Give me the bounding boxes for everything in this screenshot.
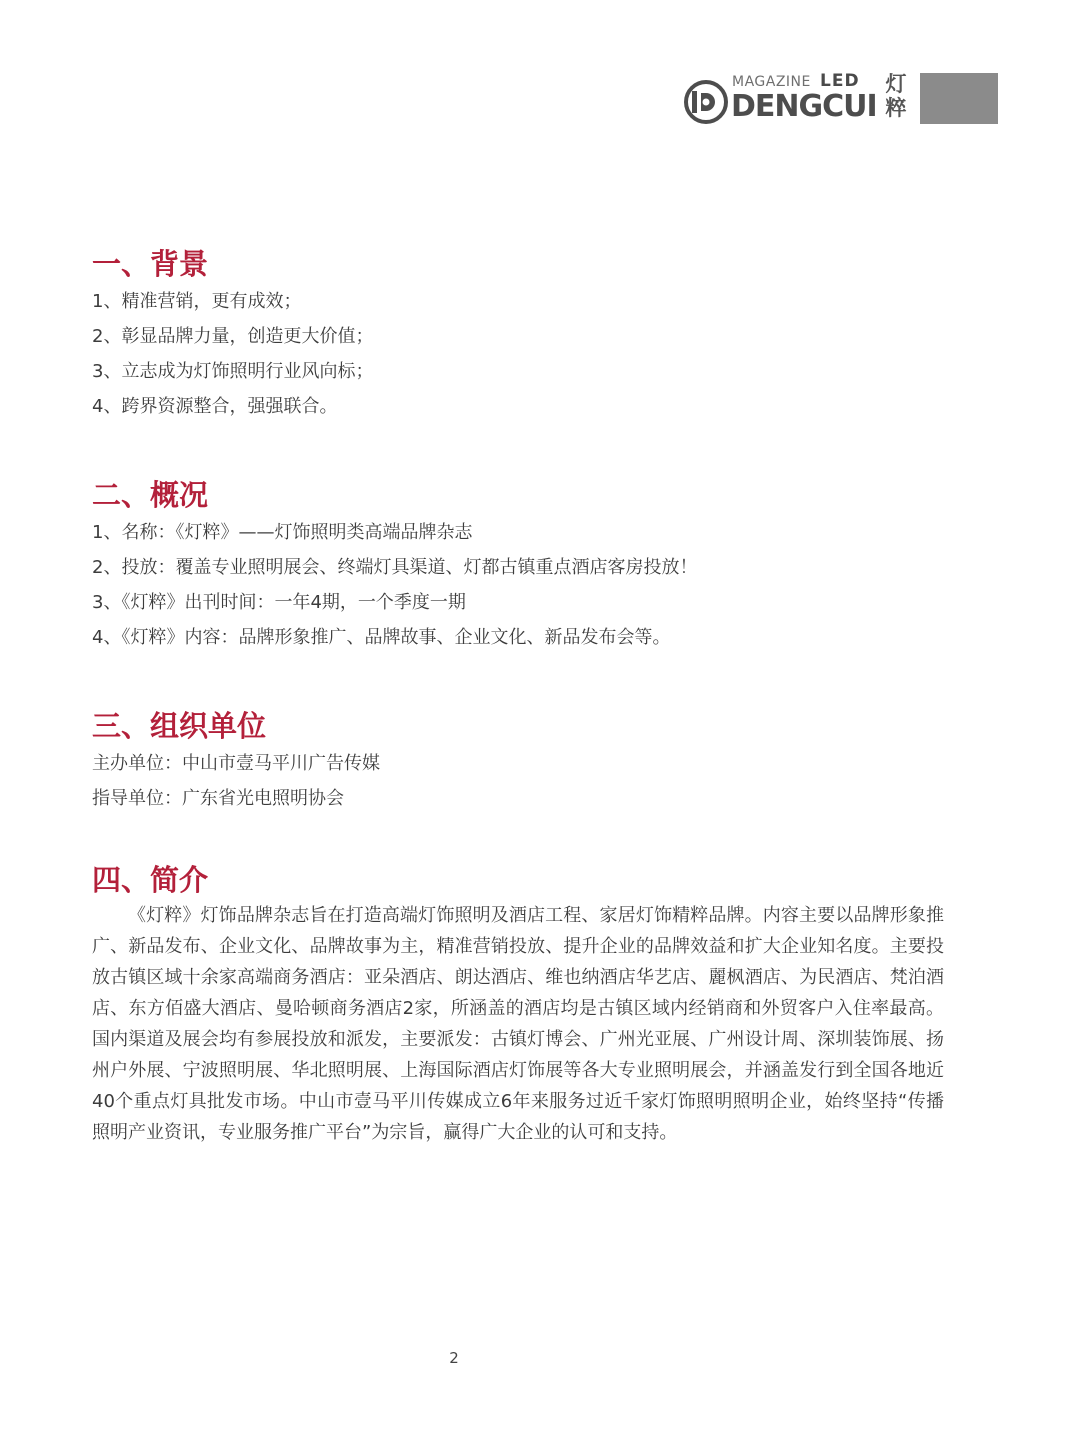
section-introduction [92, 862, 952, 1148]
list-item: 指导单位：广东省光电照明协会 [92, 788, 344, 809]
organization-list [92, 746, 952, 816]
logo-chinese-name [884, 72, 908, 120]
list-item: 4、跨界资源整合，强强联合。 [92, 396, 338, 417]
section-title-organization: 三、组织单位 [92, 709, 267, 743]
section-title-introduction: 四、简介 [92, 863, 209, 897]
logo-cn-char-2: 粹 [885, 96, 907, 120]
introduction-paragraph: 《灯粹》灯饰品牌杂志旨在打造高端灯饰照明及酒店工程、家居灯饰精粹品牌。内容主要以品牌形象推广、新品发布、企业文化、品牌故事为主，精准营销投放、提升企业的品牌效益和扩大企业知名度。主要投放古镇区域十余家高端商务酒店：亚朵酒店、朗达酒店、维也纳酒店华艺店、麗枫酒店、为民酒店、梵泊酒店、东方佰盛大酒店、曼哈顿商务酒店2家，所涵盖的酒店均是古镇区域内经销商和外贸客户入住率最高。国内渠道及展会均有参展投放和派发，主要派发：古镇灯博会、广州光亚展、广州设计周、深圳装饰展、扬州户外展、宁波照明展、华北照明展、上海国际酒店灯饰展等各大专业照明展会，并涵盖发行到全国各地近40个重点灯具批发市场。中山市壹马平川传媒成立6年来服务过近千家灯饰照明照明企业，始终坚持“传播照明产业资讯，专业服务推广平台”为宗旨，赢得广大企业的认可和支持。 [92, 905, 944, 1143]
overview-list [92, 515, 952, 655]
header-gray-block [920, 73, 998, 124]
logo-magazine-text: MAGAZINE [732, 74, 811, 90]
section-organization [92, 708, 952, 816]
dengcui-logo-mark-icon [684, 80, 728, 124]
logo-cn-char-1: 灯 [885, 72, 907, 96]
list-item: 1、精准营销，更有成效； [92, 291, 302, 312]
section-background [92, 246, 952, 424]
list-item: 3、立志成为灯饰照明行业风向标； [92, 361, 374, 382]
list-item: 4、《灯粹》内容：品牌形象推广、品牌故事、企业文化、新品发布会等。 [92, 627, 671, 648]
list-item: 1、名称：《灯粹》——灯饰照明类高端品牌杂志 [92, 522, 473, 543]
list-item: 3、《灯粹》出刊时间：一年4期，一个季度一期 [92, 592, 466, 613]
background-list [92, 284, 952, 424]
section-title-background: 一、背景 [92, 247, 209, 281]
logo-brand-text: DENGCUI [731, 89, 877, 124]
logo-led-text: LED [820, 71, 860, 91]
section-title-overview: 二、概况 [92, 478, 209, 512]
list-item: 主办单位：中山市壹马平川广告传媒 [92, 753, 380, 774]
list-item: 2、投放：覆盖专业照明展会、终端灯具渠道、灯都古镇重点酒店客房投放！ [92, 557, 698, 578]
page-number: 2 [449, 1349, 459, 1367]
magazine-logo [684, 72, 914, 128]
section-overview [92, 477, 952, 655]
list-item: 2、彰显品牌力量，创造更大价值； [92, 326, 374, 347]
